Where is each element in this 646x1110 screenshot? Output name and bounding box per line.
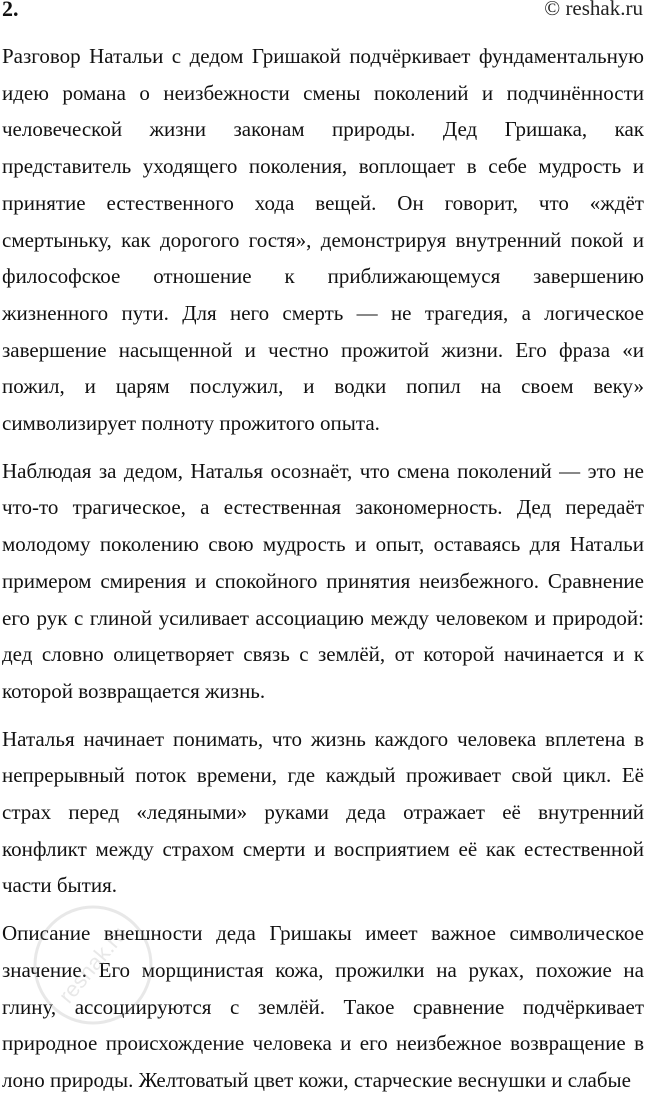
paragraph-1: Разговор Натальи с дедом Гришакой подчёркивает фундаментальную идею романа о неизбежности смены поколений и подчинённости человеческой жизни законам природы. Дед Гришака, как представитель уходящего поколения, воплощает в себе мудрость и принятие естественного хода вещей. Он говорит, что «ждёт смертыньку, как дорогого гостя», демонстрируя внутренний покой и философское отношение к приближающемуся завершению жизненного пути. Для него смерть — не трагедия, а логическое завершение насыщенной и честно прожитой жизни. Его фраза «и пожил, и царям послужил, и водки попил на своем веку» символизирует полноту прожитого опыта. xyxy=(2,44,644,436)
watermark-text: reshak.ru xyxy=(53,921,132,1008)
paragraph-2: Наблюдая за дедом, Наталья осознаёт, что смена поколений — это не что-то трагическое, а естественная закономерность. Дед передаёт молодому поколению свою мудрость и опыт, оставаясь для Натальи примером смирения и спокойного принятия неизбежного. Сравнение его рук с глиной усиливает ассоциацию между человеком и природой: дед словно олицетворяет связь с землёй, от которой начинается и к которой возвращается жизнь. xyxy=(2,458,644,703)
paragraph-3: Наталья начинает понимать, что жизнь каждого человека вплетена в непрерывный поток времени, где каждый проживает свой цикл. Её страх перед «ледяными» руками деда отражает её внутренний конфликт между страхом смерти и восприятием её как естественной части бытия. xyxy=(2,726,644,898)
site-copyright: © reshak.ru xyxy=(544,0,643,20)
paragraph-4: Описание внешности деда Гришакы имеет важное символическое значение. Его морщинистая кожа, прожилки на руках, похожие на глину, ассоциируются с землёй. Такое сравнение подчёркивает природное происхождение человека и его неизбежное возвращение в лоно природы. Желтоватый цвет кожи, старческие веснушки и слабые xyxy=(2,921,644,1092)
page-header xyxy=(0,0,646,24)
task-number: 2. xyxy=(2,0,19,21)
answer-text xyxy=(2,38,644,1110)
